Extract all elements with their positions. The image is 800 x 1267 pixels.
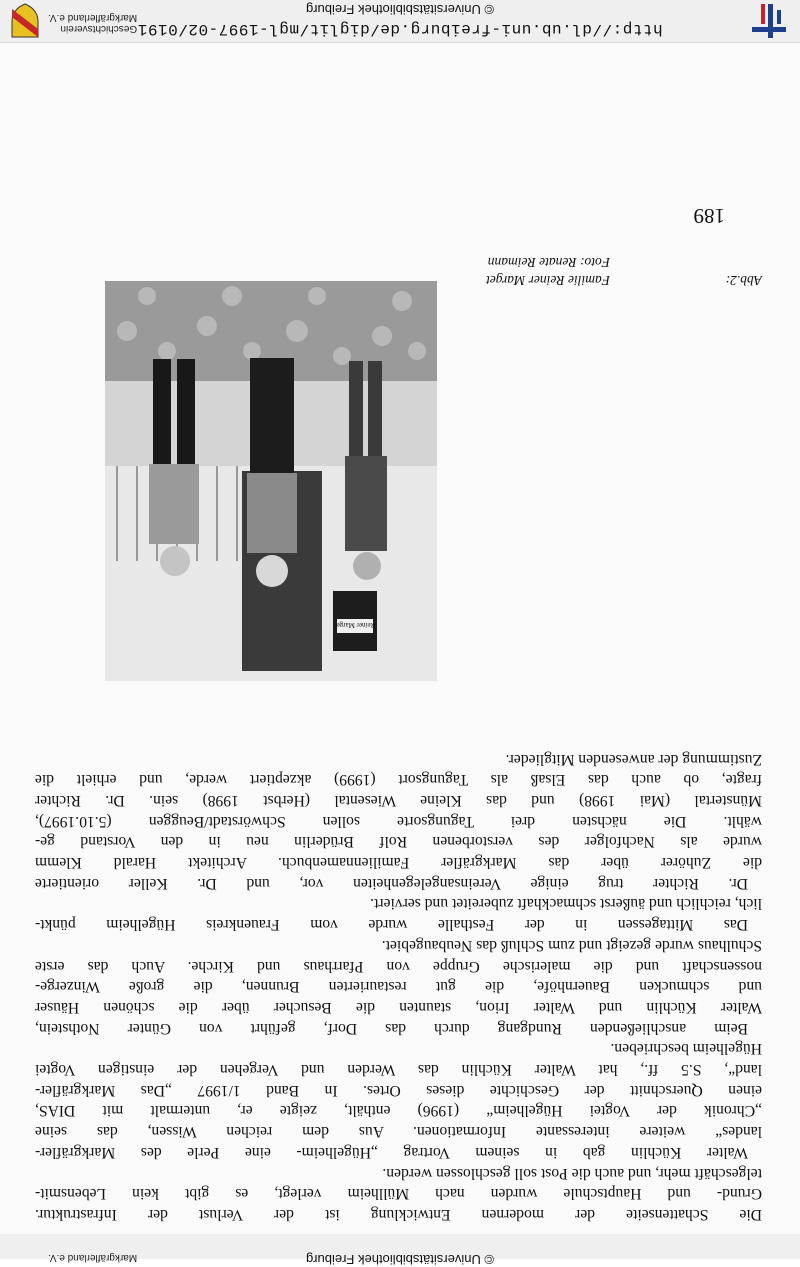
library-copyright: © Universitätsbibliothek Freiburg <box>305 2 495 17</box>
text-line: nossenschaft und die malerische Gruppe von Pfarrhaus und Kirche. Auch das erste <box>35 957 762 975</box>
document-url[interactable]: http://dl.ub.uni-freiburg.de/diglit/mgl-1997-02/0191 <box>137 20 663 38</box>
text-line: Beim anschließenden Rundgang durch das Dorf, geführt von Günter Nothstein, <box>35 1019 748 1037</box>
article-text <box>35 684 762 1234</box>
page-number: 189 <box>693 204 725 228</box>
text-line: land“, S.5 ff., hat Walter Küchlin das Werden und Vergehen der einstigen Vogtei <box>35 1061 762 1079</box>
library-copyright-bottom: © Universitätsbibliothek Freiburg <box>305 1252 495 1267</box>
text-line: Das Mittagessen in der Festhalle wurde vom Frauenkreis Hügelheim pünkt- <box>35 916 748 934</box>
scanned-page <box>0 42 800 1234</box>
library-header-strip <box>0 1234 800 1267</box>
society-crest-icon <box>10 3 40 39</box>
text-line: Zustimmung der anwesenden Mitglieder. <box>505 750 762 768</box>
society-name-bottom: Markgräflerland e.V. <box>48 1252 138 1263</box>
text-line: Münstertal (Mai 1998) und das Kleine Wiesental (Herbst 1998) sein. Dr. Richter <box>35 792 762 809</box>
text-line: telgeschäft mehr, und auch die Post soll geschlossen werden. <box>382 1164 762 1182</box>
text-line: Walter Küchlin und Walter Irion, staunten die Besucher über die schönen Häuser <box>35 999 762 1016</box>
text-line: wählt. Die nächsten drei Tagungsorte sollen Schwörstadt/Beuggen (5.10.1997), <box>35 812 762 830</box>
text-line: Dr. Richter trug einige Vereinsangelegenheiten vor, und Dr. Keller orientierte <box>35 874 748 892</box>
text-line: Grund- und Hauptschule wurden nach Müllheim verlegt, es gibt kein Lebensmit- <box>35 1185 762 1203</box>
society-name: Geschichtsverein Markgräflerland e.V. <box>48 12 138 34</box>
text-line: „Chronik der Vogtei Hügelheim“ (1996) enthält, zeigte er, untermalt mit DIAS, <box>35 1102 762 1120</box>
text-line: fragte, ob auch das Elsaß als Tagungsort (1999) akzeptiert werde, und erhielt die <box>35 771 762 789</box>
text-line: die Zuhörer über das Markgräfler Familiennamenbuch. Architekt Harald Klemm <box>35 854 762 872</box>
text-line: Walter Küchlin gab in seinem Vortrag „Hügelheim- eine Perle des Markgräfler- <box>35 1143 748 1161</box>
caption-title: Familie Reiner Marget <box>486 273 610 288</box>
text-line: und schmucken Bauernhöfe, die gut restaurierten Brunnen, die große Winzerge- <box>35 978 762 996</box>
caption-credit: Foto: Renate Reimann <box>487 255 610 270</box>
text-line: Die Schattenseite der modernen Entwicklung ist der Verlust der Infrastruktur. <box>35 1206 762 1223</box>
family-photo <box>105 281 437 681</box>
text-line: Schulhaus wurde gezeigt und zum Schluß das Neubaugebiet. <box>381 936 762 954</box>
text-line: einen Querschnitt der Geschichte dieses Ortes. In Band 1/1997 „Das Markgräfler- <box>35 1081 762 1099</box>
library-footer-strip <box>0 0 800 43</box>
text-line: lich, reichlich und äußerst schmackhaft zubereitet und serviert. <box>370 895 762 913</box>
caption-label: Abb.2: <box>725 273 762 288</box>
photo-sign: Reiner Marget <box>334 621 376 629</box>
text-line: wurde als Nachfolger des verstorbenen Rolf Brüderlin neu in den Vorstand ge- <box>35 833 762 851</box>
text-line: Hügelheim beschrieben. <box>610 1040 762 1058</box>
text-line: landes“ weitere interessante Informationen. Aus dem reichen Wissen, das seine <box>35 1123 762 1141</box>
